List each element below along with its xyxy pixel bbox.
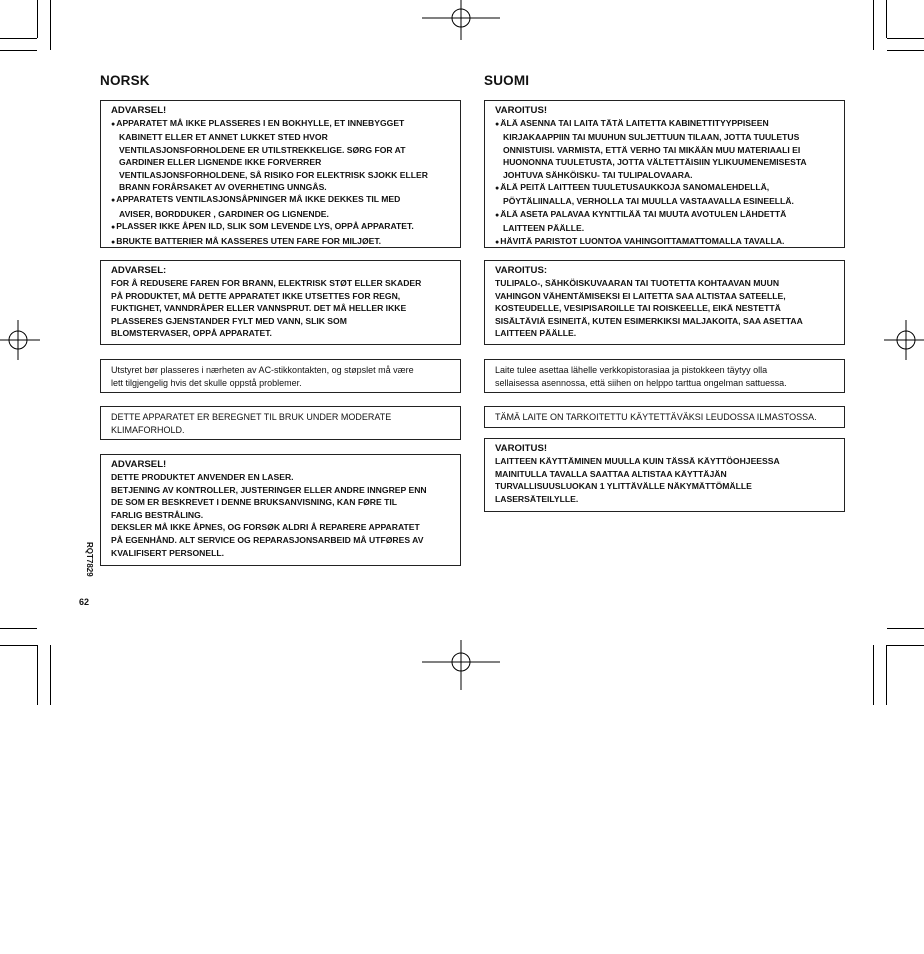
- registration-mark-bottom: [422, 640, 500, 690]
- list-item: ● ÄLÄ ASENNA TAI LAITA TÄTÄ LAITETTA KABINETTITYYPPISEEN KIRJAKAAPPIIN TAI MUUHUN SULJETTUUN TILAAN, JOTTA TUULETUS ONNISTUISI. VARMISTA, ETTÄ VERHO TAI MIKÄÄN MUU MATERIAALI EI HUONONNA TUULETUSTA, JOTTA VÄLTETTÄISIIN YLIKUUMENEMISESTA JOHTUVA SÄHKÖISKU- TAI TULIPALOVAARA.: [495, 117, 836, 181]
- list-item: ● BRUKTE BATTERIER MÅ KASSERES UTEN FARE FOR MILJØET.: [111, 235, 452, 249]
- suomi-note-box-4: [484, 406, 845, 428]
- registration-mark-left: [0, 320, 40, 360]
- norsk-note-box-4: [100, 406, 461, 440]
- list-item: ● APPARATET MÅ IKKE PLASSERES I EN BOKHYLLE, ET INNEBYGGET KABINETT ELLER ET ANNET LUKKET STED HVOR VENTILASJONSFORHOLDENE ER UTILSTREKKELIGE. SØRG FOR AT GARDINER ELLER LIGNENDE IKKE FORVERRER VENTILASJONSFORHOLDENE, SÅ RISIKO FOR ELEKTRISK SJOKK ELLER BRANN FORÅRSAKET AV OVERHETING UNNGÅS.: [111, 117, 452, 193]
- suomi-box3-text: Laite tulee asettaa lähelle verkkopistorasiaa ja pistokkeen täytyy olla sellaisessa asennossa, että siihen on helppo tarttua ongelman sattuessa.: [495, 365, 787, 388]
- norsk-warning-box-2: [100, 260, 461, 345]
- norsk-box5-heading: ADVARSEL!: [111, 459, 167, 470]
- page-number: 62: [79, 597, 90, 607]
- suomi-note-box-3: [484, 359, 845, 393]
- suomi-warning-box-1: [484, 100, 845, 248]
- suomi-box2-heading: VAROITUS:: [495, 265, 548, 276]
- norsk-box4-text: DETTE APPARATET ER BEREGNET TIL BRUK UNDER MODERATE KLIMAFORHOLD.: [111, 412, 392, 435]
- norsk-title: NORSK: [100, 73, 150, 88]
- suomi-box4-text: TÄMÄ LAITE ON TARKOITETTU KÄYTETTÄVÄKSI LEUDOSSA ILMASTOSSA.: [495, 412, 817, 422]
- suomi-box1-heading: VAROITUS!: [495, 105, 548, 116]
- suomi-box1-list: [495, 117, 836, 249]
- norsk-box5-text: DETTE PRODUKTET ANVENDER EN LASER. BETJENING AV KONTROLLER, JUSTERINGER ELLER ANDRE INNGREP ENN DE SOM ER BESKREVET I DENNE BRUKSANVISNING, KAN FØRE TIL FARLIG BESTRÅLING. DEKSLER MÅ IKKE ÅPNES, OG FORSØK ALDRI Å REPARERE APPARATET PÅ EGENHÅND. ALT SERVICE OG REPARASJONSARBEID MÅ UTFØRES AV KVALIFISERT PERSONELL.: [111, 472, 427, 558]
- norsk-box2-text: FOR Å REDUSERE FAREN FOR BRANN, ELEKTRISK STØT ELLER SKADER PÅ PRODUKTET, MÅ DETTE APPARATET IKKE UTSETTES FOR REGN, FUKTIGHET, VANNDRÅPER ELLER VANNSPRUT. DET MÅ HELLER IKKE PLASSERES GJENSTANDER FYLT MED VANN, SLIK SOM BLOMSTERVASER, OPPÅ APPARATET.: [111, 278, 422, 339]
- suomi-warning-box-2: [484, 260, 845, 345]
- list-item: ● PLASSER IKKE ÅPEN ILD, SLIK SOM LEVENDE LYS, OPPÅ APPARATET.: [111, 220, 452, 234]
- document-code: RQT7829: [85, 542, 94, 577]
- norsk-warning-box-5: [100, 454, 461, 566]
- norsk-box1-list: [111, 117, 452, 249]
- suomi-title: SUOMI: [484, 73, 530, 88]
- list-item: ● APPARATETS VENTILASJONSÅPNINGER MÅ IKKE DEKKES TIL MED AVISER, BORDDUKER , GARDINER OG LIGNENDE.: [111, 193, 452, 220]
- list-item: ● HÄVITÄ PARISTOT LUONTOA VAHINGOITTAMATTOMALLA TAVALLA.: [495, 235, 836, 249]
- suomi-box5-heading: VAROITUS!: [495, 443, 548, 454]
- norsk-box1-heading: ADVARSEL!: [111, 105, 167, 116]
- suomi-box2-text: TULIPALO-, SÄHKÖISKUVAARAN TAI TUOTETTA KOHTAAVAN MUUN VAHINGON VÄHENTÄMISEKSI EI LAITETTA SAA ALTISTAA SATEELLE, KOSTEUDELLE, VESIPISAROILLE TAI ROISKEELLE, EIKÄ NESTETTÄ SISÄLTÄVIÄ ESINEITÄ, KUTEN ESIMERKIKSI MALJAKOITA, SAA ASETTAA LAITTEEN PÄÄLLE.: [495, 278, 803, 339]
- norsk-note-box-3: [100, 359, 461, 393]
- registration-mark-right: [884, 320, 924, 360]
- registration-mark-top: [422, 0, 500, 40]
- suomi-box5-text: LAITTEEN KÄYTTÄMINEN MUULLA KUIN TÄSSÄ KÄYTTÖOHJEESSA MAINITULLA TAVALLA SAATTAA ALTISTAA KÄYTTÄJÄN TURVALLISUUSLUOKAN 1 YLITTÄVÄLLE NÄKYMÄTTÖMÄLLE LASERSÄTEILYLLE.: [495, 456, 780, 504]
- suomi-warning-box-5: [484, 438, 845, 512]
- norsk-warning-box-1: [100, 100, 461, 248]
- norsk-box2-heading: ADVARSEL:: [111, 265, 167, 276]
- norsk-box3-text: Utstyret bør plasseres i nærheten av AC-stikkontakten, og støpslet må være lett tilgjengelig hvis det skulle oppstå problemer.: [111, 365, 414, 388]
- list-item: ● ÄLÄ PEITÄ LAITTEEN TUULETUSAUKKOJA SANOMALEHDELLÄ, PÖYTÄLIINALLA, VERHOLLA TAI MUULLA VASTAAVALLA ESINEELLÄ.: [495, 181, 836, 208]
- list-item: ● ÄLÄ ASETA PALAVAA KYNTTILÄÄ TAI MUUTA AVOTULEN LÄHDETTÄ LAITTEEN PÄÄLLE.: [495, 208, 836, 235]
